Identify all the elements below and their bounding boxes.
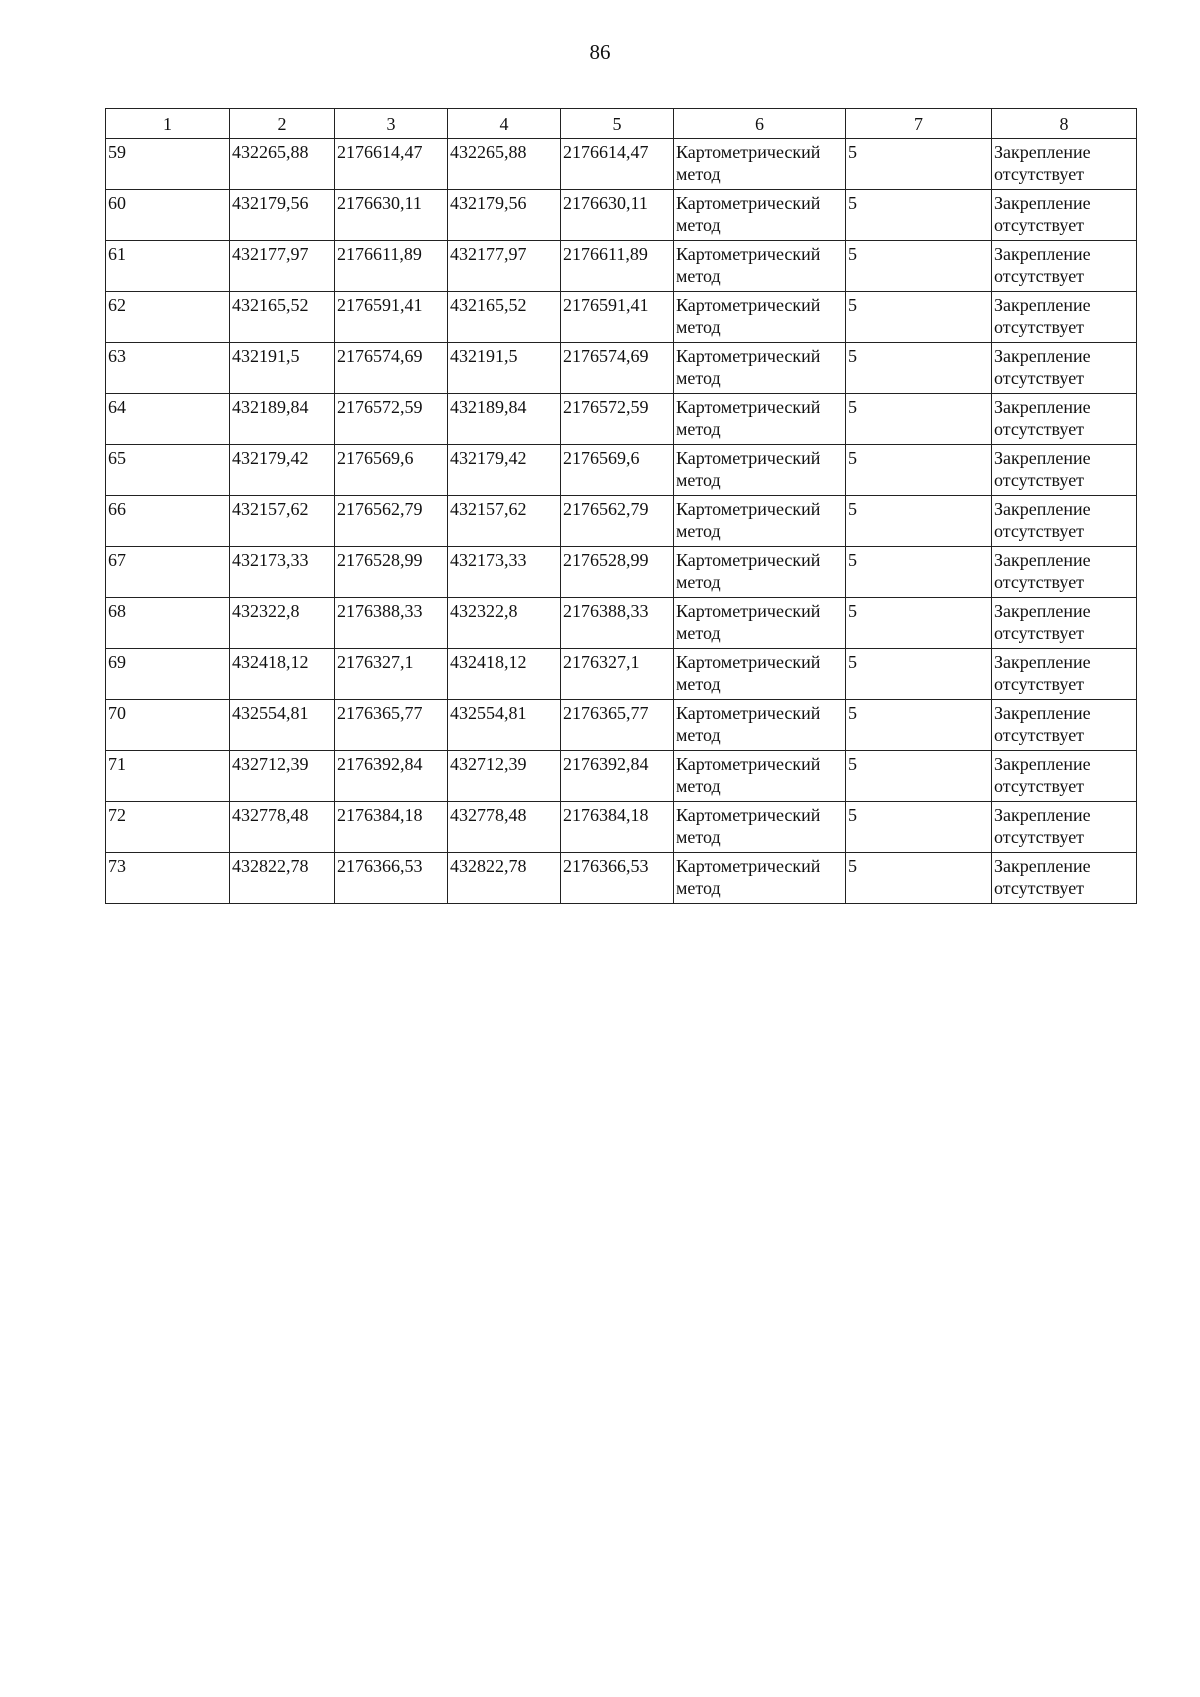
x-coordinate-2-cell: 432191,5: [448, 343, 561, 394]
y-coordinate-cell: 2176614,47: [335, 139, 448, 190]
x-coordinate-cell: 432157,62: [230, 496, 335, 547]
table-row: [106, 598, 1137, 649]
accuracy-value-cell: 5: [846, 496, 992, 547]
y-coordinate-2-cell: 2176572,59: [561, 394, 674, 445]
accuracy-value-cell: 5: [846, 343, 992, 394]
y-coordinate-2-cell: 2176591,41: [561, 292, 674, 343]
x-coordinate-2-cell: 432177,97: [448, 241, 561, 292]
fixation-description-cell: Закрепление отсутствует: [992, 394, 1137, 445]
point-number-cell: 72: [106, 802, 230, 853]
y-coordinate-2-cell: 2176574,69: [561, 343, 674, 394]
y-coordinate-2-cell: 2176366,53: [561, 853, 674, 904]
fixation-description-cell: Закрепление отсутствует: [992, 496, 1137, 547]
table-row: [106, 139, 1137, 190]
x-coordinate-cell: 432179,56: [230, 190, 335, 241]
x-coordinate-2-cell: 432778,48: [448, 802, 561, 853]
accuracy-value-cell: 5: [846, 292, 992, 343]
determination-method-cell: Картометрический метод: [674, 496, 846, 547]
x-coordinate-cell: 432189,84: [230, 394, 335, 445]
column-header: 5: [561, 109, 674, 139]
table-row: [106, 445, 1137, 496]
determination-method-cell: Картометрический метод: [674, 139, 846, 190]
x-coordinate-2-cell: 432165,52: [448, 292, 561, 343]
column-header: 6: [674, 109, 846, 139]
y-coordinate-2-cell: 2176327,1: [561, 649, 674, 700]
fixation-description-cell: Закрепление отсутствует: [992, 547, 1137, 598]
column-header: 4: [448, 109, 561, 139]
determination-method-cell: Картометрический метод: [674, 802, 846, 853]
x-coordinate-2-cell: 432179,56: [448, 190, 561, 241]
fixation-description-cell: Закрепление отсутствует: [992, 853, 1137, 904]
y-coordinate-2-cell: 2176388,33: [561, 598, 674, 649]
table-row: [106, 241, 1137, 292]
point-number-cell: 67: [106, 547, 230, 598]
accuracy-value-cell: 5: [846, 190, 992, 241]
point-number-cell: 66: [106, 496, 230, 547]
column-header: 2: [230, 109, 335, 139]
y-coordinate-2-cell: 2176365,77: [561, 700, 674, 751]
y-coordinate-2-cell: 2176562,79: [561, 496, 674, 547]
x-coordinate-cell: 432554,81: [230, 700, 335, 751]
point-number-cell: 69: [106, 649, 230, 700]
page-number: 86: [589, 40, 611, 64]
accuracy-value-cell: 5: [846, 853, 992, 904]
x-coordinate-2-cell: 432554,81: [448, 700, 561, 751]
x-coordinate-cell: 432165,52: [230, 292, 335, 343]
accuracy-value-cell: 5: [846, 445, 992, 496]
x-coordinate-cell: 432179,42: [230, 445, 335, 496]
x-coordinate-2-cell: 432322,8: [448, 598, 561, 649]
table-row: [106, 343, 1137, 394]
fixation-description-cell: Закрепление отсутствует: [992, 445, 1137, 496]
y-coordinate-2-cell: 2176611,89: [561, 241, 674, 292]
y-coordinate-cell: 2176528,99: [335, 547, 448, 598]
point-number-cell: 65: [106, 445, 230, 496]
y-coordinate-cell: 2176569,6: [335, 445, 448, 496]
point-number-cell: 68: [106, 598, 230, 649]
table-row: [106, 649, 1137, 700]
accuracy-value-cell: 5: [846, 598, 992, 649]
table-row: [106, 496, 1137, 547]
y-coordinate-cell: 2176388,33: [335, 598, 448, 649]
table-row: [106, 700, 1137, 751]
y-coordinate-2-cell: 2176528,99: [561, 547, 674, 598]
fixation-description-cell: Закрепление отсутствует: [992, 802, 1137, 853]
y-coordinate-2-cell: 2176614,47: [561, 139, 674, 190]
y-coordinate-2-cell: 2176569,6: [561, 445, 674, 496]
accuracy-value-cell: 5: [846, 649, 992, 700]
x-coordinate-cell: 432322,8: [230, 598, 335, 649]
determination-method-cell: Картометрический метод: [674, 292, 846, 343]
determination-method-cell: Картометрический метод: [674, 598, 846, 649]
column-header: 1: [106, 109, 230, 139]
x-coordinate-2-cell: 432173,33: [448, 547, 561, 598]
y-coordinate-cell: 2176392,84: [335, 751, 448, 802]
y-coordinate-2-cell: 2176630,11: [561, 190, 674, 241]
accuracy-value-cell: 5: [846, 241, 992, 292]
y-coordinate-cell: 2176574,69: [335, 343, 448, 394]
table-header-row: [106, 109, 1137, 139]
table-body: [106, 139, 1137, 904]
point-number-cell: 73: [106, 853, 230, 904]
point-number-cell: 70: [106, 700, 230, 751]
y-coordinate-cell: 2176562,79: [335, 496, 448, 547]
determination-method-cell: Картометрический метод: [674, 241, 846, 292]
determination-method-cell: Картометрический метод: [674, 445, 846, 496]
column-header: 3: [335, 109, 448, 139]
accuracy-value-cell: 5: [846, 700, 992, 751]
fixation-description-cell: Закрепление отсутствует: [992, 649, 1137, 700]
fixation-description-cell: Закрепление отсутствует: [992, 292, 1137, 343]
x-coordinate-cell: 432822,78: [230, 853, 335, 904]
point-number-cell: 71: [106, 751, 230, 802]
accuracy-value-cell: 5: [846, 802, 992, 853]
fixation-description-cell: Закрепление отсутствует: [992, 241, 1137, 292]
column-header: 7: [846, 109, 992, 139]
y-coordinate-2-cell: 2176384,18: [561, 802, 674, 853]
x-coordinate-2-cell: 432265,88: [448, 139, 561, 190]
fixation-description-cell: Закрепление отсутствует: [992, 139, 1137, 190]
accuracy-value-cell: 5: [846, 394, 992, 445]
point-number-cell: 61: [106, 241, 230, 292]
x-coordinate-2-cell: 432189,84: [448, 394, 561, 445]
x-coordinate-cell: 432173,33: [230, 547, 335, 598]
x-coordinate-cell: 432778,48: [230, 802, 335, 853]
coordinates-table: [105, 108, 1137, 904]
y-coordinate-cell: 2176365,77: [335, 700, 448, 751]
x-coordinate-2-cell: 432712,39: [448, 751, 561, 802]
point-number-cell: 62: [106, 292, 230, 343]
y-coordinate-cell: 2176611,89: [335, 241, 448, 292]
y-coordinate-2-cell: 2176392,84: [561, 751, 674, 802]
y-coordinate-cell: 2176572,59: [335, 394, 448, 445]
y-coordinate-cell: 2176630,11: [335, 190, 448, 241]
column-header: 8: [992, 109, 1137, 139]
y-coordinate-cell: 2176327,1: [335, 649, 448, 700]
x-coordinate-2-cell: 432822,78: [448, 853, 561, 904]
fixation-description-cell: Закрепление отсутствует: [992, 700, 1137, 751]
table-row: [106, 547, 1137, 598]
determination-method-cell: Картометрический метод: [674, 751, 846, 802]
x-coordinate-cell: 432265,88: [230, 139, 335, 190]
x-coordinate-cell: 432418,12: [230, 649, 335, 700]
table-row: [106, 292, 1137, 343]
table-row: [106, 394, 1137, 445]
fixation-description-cell: Закрепление отсутствует: [992, 190, 1137, 241]
x-coordinate-cell: 432712,39: [230, 751, 335, 802]
determination-method-cell: Картометрический метод: [674, 343, 846, 394]
determination-method-cell: Картометрический метод: [674, 649, 846, 700]
x-coordinate-cell: 432191,5: [230, 343, 335, 394]
point-number-cell: 59: [106, 139, 230, 190]
x-coordinate-2-cell: 432179,42: [448, 445, 561, 496]
x-coordinate-2-cell: 432418,12: [448, 649, 561, 700]
table-row: [106, 751, 1137, 802]
table-row: [106, 190, 1137, 241]
determination-method-cell: Картометрический метод: [674, 700, 846, 751]
fixation-description-cell: Закрепление отсутствует: [992, 751, 1137, 802]
accuracy-value-cell: 5: [846, 547, 992, 598]
determination-method-cell: Картометрический метод: [674, 190, 846, 241]
y-coordinate-cell: 2176366,53: [335, 853, 448, 904]
point-number-cell: 60: [106, 190, 230, 241]
y-coordinate-cell: 2176384,18: [335, 802, 448, 853]
table-row: [106, 802, 1137, 853]
determination-method-cell: Картометрический метод: [674, 394, 846, 445]
point-number-cell: 64: [106, 394, 230, 445]
x-coordinate-cell: 432177,97: [230, 241, 335, 292]
fixation-description-cell: Закрепление отсутствует: [992, 598, 1137, 649]
y-coordinate-cell: 2176591,41: [335, 292, 448, 343]
point-number-cell: 63: [106, 343, 230, 394]
x-coordinate-2-cell: 432157,62: [448, 496, 561, 547]
accuracy-value-cell: 5: [846, 139, 992, 190]
determination-method-cell: Картометрический метод: [674, 547, 846, 598]
fixation-description-cell: Закрепление отсутствует: [992, 343, 1137, 394]
accuracy-value-cell: 5: [846, 751, 992, 802]
determination-method-cell: Картометрический метод: [674, 853, 846, 904]
table-row: [106, 853, 1137, 904]
